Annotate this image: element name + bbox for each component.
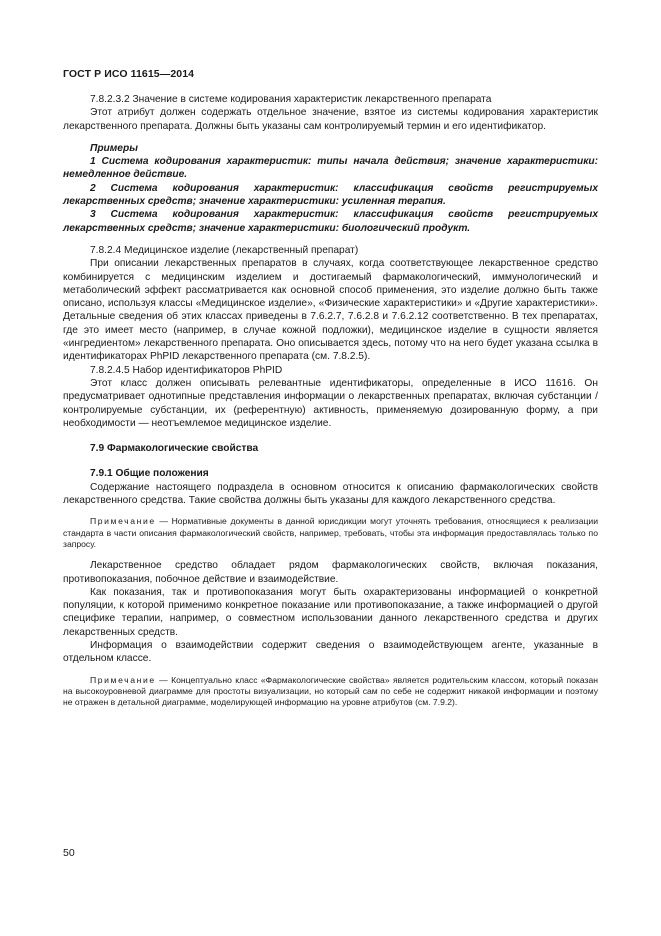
section-heading-7-9: 7.9 Фармакологические свойства <box>90 443 259 455</box>
example-item: 1 Система кодирования характеристик: типы начала действия; значение характеристики: немедленное действие. <box>63 156 598 181</box>
example-item: 3 Система кодирования характеристик: классификация свойств регистрируемых лекарственных средств; значение характеристики: биологический продукт. <box>63 209 598 234</box>
note-text: — Нормативные документы в данной юрисдикции могут уточнять требования, относящиеся к реализации стандарта в части описания фармакологический свойств, например, требовать, чтобы эта информация предоставлялась только по запросу. <box>63 516 598 549</box>
section-text-7-8-2-3-2: Этот атрибут должен содержать отдельное значение, взятое из системы кодирования характеристик лекарственного препарата. Должны быть указаны сам контролируемый термин и его идентификатор. <box>63 107 598 132</box>
section-text-7-8-2-4-5: Этот класс должен описывать релевантные идентификаторы, определенные в ИСО 11616. Он предусматривает однотипные представления информации о лекарственных препаратах, включая субстанции / контролируемые субстанции, их (референтную) активность, применяемую дозированную форму, а при необходимости — неотъемлемое медицинское изделие. <box>63 377 598 429</box>
section-paragraph: Лекарственное средство обладает рядом фармакологических свойств, включая показания, противопоказания, побочное действие и взаимодействие. <box>63 560 598 585</box>
page-number: 50 <box>63 847 75 859</box>
note-label: Примечание <box>90 516 156 527</box>
section-text-7-8-2-4: При описании лекарственных препаратов в случаях, когда соответствующее лекарственное средство комбинируется с медицинским изделием и достигаемый фармакологический, иммунологический и метаболический эффект рассматривается как основной способ применения, это изделие должно быть также описано, используя классы «Медицинское изделие», «Физические характеристики» и «Другие характеристики». Детальные сведения об этих классах приведены в 7.6.2.7, 7.6.2.8 и 7.6.2.12 соответственно. В тех препаратах, где это имеет место (например, в случае кожной подложки), медицинское изделие в сущности является «ингредиентом» лекарственного препарата. Оно описывается здесь, потому что на него будет указана ссылка в идентификаторах PhPID лекарственного препарата (см. 7.8.2.5). <box>63 258 598 363</box>
section-title-7-8-2-4: 7.8.2.4 Медицинское изделие (лекарственный препарат) <box>90 244 359 256</box>
page-content <box>63 93 598 708</box>
section-paragraph: Содержание настоящего подраздела в основном относится к описанию фармакологических свойств лекарственного средства. Такие свойства должны быть указаны для каждого лекарственного средства. <box>63 481 598 507</box>
examples-heading: Примеры <box>90 142 138 154</box>
section-paragraph: Информация о взаимодействии содержит сведения о взаимодействующем агенте, указанные в отдельном классе. <box>63 639 598 665</box>
section-heading-7-9-1: 7.9.1 Общие положения <box>90 468 209 480</box>
section-title-7-8-2-3-2: 7.8.2.3.2 Значение в системе кодирования характеристик лекарственного препарата <box>90 94 492 105</box>
document-header: ГОСТ Р ИСО 11615—2014 <box>63 68 195 80</box>
section-title-7-8-2-4-5: 7.8.2.4.5 Набор идентификаторов PhPID <box>90 364 283 376</box>
section-paragraph: Как показания, так и противопоказания могут быть охарактеризованы информацией о конкретной популяции, к которой применимо конкретное показание или противопоказание, а также информацией о другой специфике терапии, например, о совместном использовании данного лекарственного средства и других лекарственных средств. <box>63 586 598 638</box>
note-block <box>63 516 598 550</box>
example-item: 2 Система кодирования характеристик: классификация свойств регистрируемых лекарственных средств; значение характеристики: усиленная терапия. <box>63 182 598 208</box>
note-label: Примечание <box>90 674 156 685</box>
note-block <box>63 675 598 709</box>
note-text: — Концептуально класс «Фармакологические свойства» является родительским классом, который показан на высокоуровневой диаграмме для простоты визуализации, но который сам по себе не содержит никакой информации и поэтому не отражен в детальной диаграмме, моделирующей информацию на уровне атрибутов (см. 7.9.2). <box>63 674 598 708</box>
